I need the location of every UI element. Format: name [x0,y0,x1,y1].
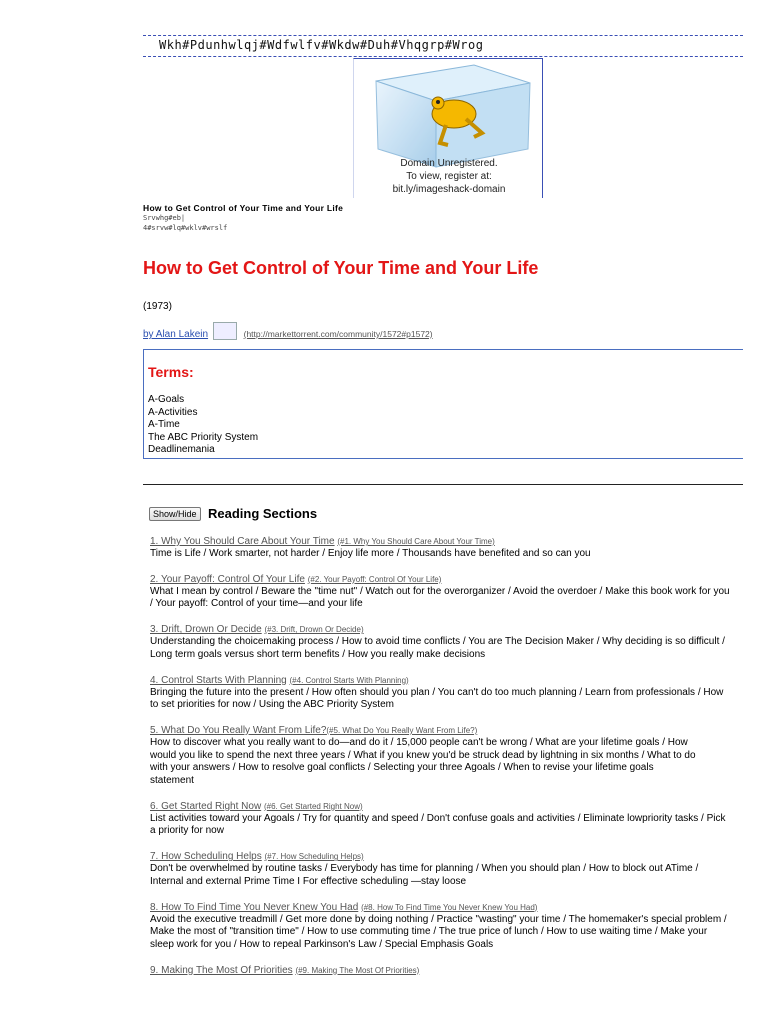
section-item [150,724,730,788]
section-anchor[interactable]: (#3. Drift, Drown Or Decide) [264,625,364,635]
section-topics: Don't be overwhelmed by routine tasks / Everybody has time for planning / When you should plan / How to block out ATime / Internal and external Prime Time I For effective scheduling —stay loose [150,863,699,887]
section-topics: Time is Life / Work smarter, not harder / Enjoy life more / Thousands have benefited and so can you [150,548,591,559]
section-link[interactable]: 4. Control Starts With Planning [150,674,287,686]
section-item [150,800,730,838]
post-meta-1: Srvwhg#eb| [143,214,186,222]
section-item [150,901,730,952]
section-item [150,964,730,977]
section-anchor[interactable]: (#6. Get Started Right Now) [263,801,363,811]
terms-heading: Terms: [148,364,194,380]
section-link[interactable]: 1. Why You Should Care About Your Time [150,536,335,547]
terms-box [143,349,743,459]
section-item [150,674,730,712]
section-topics-line: with your answers / How to resolve goal conflicts / Selecting your three Agoals / When to revise your lifetime goals [150,762,654,774]
section-anchor[interactable]: (#9. Making The Most Of Priorities) [295,965,420,975]
section-topics: Bringing the future into the present / How often should you plan / You can't do too much planning / Learn from professionals / How to set priorities for now / Using the ABC Priority System [150,686,724,711]
section-link[interactable]: 8. How To Find Time You Never Knew You Had [150,901,359,913]
section-topics-line: would you like to spend the next three years / What if you knew you'd be struck dead by lightning in six months / What to do [150,749,696,761]
book-title: How to Get Control of Your Time and Your Life [143,258,539,278]
show-hide-button[interactable]: Show/Hide [149,507,201,521]
source-link[interactable]: (http://markettorrent.com/community/1572#p1572) [243,329,433,339]
section-link[interactable]: 2. Your Payoff: Control Of Your Life [150,573,305,585]
ad-image[interactable] [353,58,543,198]
top-banner [143,35,743,57]
section-link[interactable]: 3. Drift, Drown Or Decide [150,624,262,636]
section-item [150,623,730,661]
section-anchor[interactable]: (#1. Why You Should Care About Your Time) [337,537,495,546]
section-anchor[interactable]: (#5. What Do You Really Want From Life?) [326,725,478,735]
section-topics: Avoid the executive treadmill / Get more done by doing nothing / Practice "wasting" your time / The homemaker's special problem / Make the most of "transition time" / How to use commuting time / The true price of lunch / How to use waiting time / Make your sleep work for you / How to repeal Parkinson's Law / Special Emphasis Goals [150,913,727,950]
section-link[interactable]: 6. Get Started Right Now [150,800,262,812]
section-topics: Understanding the choicemaking process / How to avoid time conflicts / You are The Decision Maker / Why deciding is so difficult / Long term goals versus short term benefits / How you really make decisions [150,636,725,660]
term-item: A-Goals [148,394,185,405]
section-item [150,850,730,888]
section-topics: What I mean by control / Beware the "time nut" / Watch out for the overorganizer / Avoid the overdoer / Make this book work for you / Your payoff: Control of your time—and your life [150,585,730,610]
post-meta-2: 4#srvw#lq#wklv#wrslf [143,224,228,232]
banner-text: Wkh#Pdunhwlqj#Wdfwlfv#Wkdw#Duh#Vhqgrp#Wrog [159,38,484,52]
author-link[interactable]: by Alan Lakein [143,329,209,340]
ad-caption: Domain Unregistered. To view, register at: bit.ly/imageshack-domain [392,158,506,195]
section-anchor[interactable]: (#4. Control Starts With Planning) [289,675,409,685]
section-anchor[interactable]: (#2. Your Payoff: Control Of Your Life) [307,574,442,584]
thumbnail-icon[interactable] [213,322,237,340]
section-anchor[interactable]: (#8. How To Find Time You Never Knew You Had) [361,902,538,912]
section-topics: List activities toward your Agoals / Try for quantity and speed / Don't confuse goals and activities / Eliminate lowpriority tasks / Pick a priority for now [150,812,726,837]
reading-sections-header [149,505,317,523]
term-item: A-Activities [148,406,198,418]
sections-list [150,535,730,989]
term-item: A-Time [148,419,180,430]
byline [143,322,433,340]
term-item: Deadlinemania [148,444,215,455]
section-link[interactable]: 9. Making The Most Of Priorities [150,964,293,976]
section-topics-line: How to discover what you really want to do—and do it / 15,000 people can't be wrong / What are your lifetime goals / How [150,736,688,748]
section-link[interactable]: 5. What Do You Really Want From Life? [150,724,327,736]
section-item [150,573,730,611]
section-topics-line: statement [150,775,194,787]
divider [143,484,743,485]
reading-sections-heading: Reading Sections [207,506,318,522]
section-item [150,535,730,561]
section-anchor[interactable]: (#7. How Scheduling Helps) [264,852,364,862]
section-link[interactable]: 7. How Scheduling Helps [150,851,262,863]
book-year: (1973) [143,301,172,312]
small-page-title: How to Get Control of Your Time and Your Life [143,203,344,213]
term-item: The ABC Priority System [148,431,259,443]
